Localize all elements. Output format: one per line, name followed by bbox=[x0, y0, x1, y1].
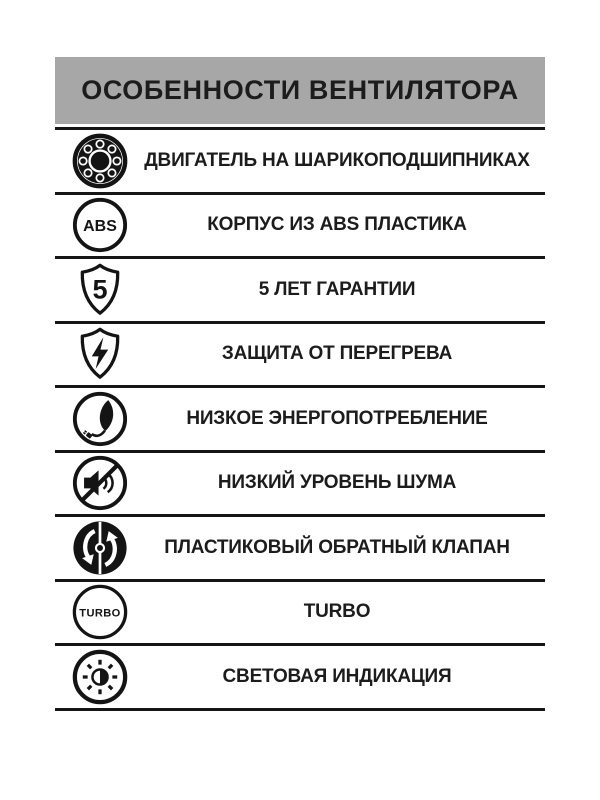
feature-row-bearing bbox=[55, 127, 545, 192]
abs-icon-text: ABS bbox=[83, 218, 117, 236]
warranty-shield-icon bbox=[71, 261, 129, 319]
feature-row-valve bbox=[55, 514, 545, 579]
low-noise-icon bbox=[71, 454, 129, 512]
feature-label: СВЕТОВАЯ ИНДИКАЦИЯ bbox=[222, 665, 452, 687]
feature-label: ПЛАСТИКОВЫЙ ОБРАТНЫЙ КЛАПАН bbox=[164, 536, 510, 558]
feature-label: ДВИГАТЕЛЬ НА ШАРИКОПОДШИПНИКАХ bbox=[144, 149, 530, 171]
ball-bearing-icon bbox=[71, 132, 129, 190]
feature-sheet bbox=[55, 57, 545, 711]
feature-label: ЗАЩИТА ОТ ПЕРЕГРЕВА bbox=[221, 343, 453, 365]
turbo-icon-text: TURBO bbox=[79, 607, 121, 620]
check-valve-icon bbox=[71, 519, 129, 577]
abs-plastic-icon bbox=[71, 196, 129, 254]
overheat-protection-icon bbox=[71, 325, 129, 383]
feature-row-turbo bbox=[55, 579, 545, 644]
feature-row-overheat bbox=[55, 321, 545, 386]
feature-row-light bbox=[55, 643, 545, 708]
turbo-icon bbox=[71, 583, 129, 641]
feature-list bbox=[55, 127, 545, 711]
feature-label: НИЗКИЙ УРОВЕНЬ ШУМА bbox=[217, 472, 457, 494]
feature-row-noise bbox=[55, 450, 545, 515]
feature-label: КОРПУС ИЗ ABS ПЛАСТИКА bbox=[207, 214, 467, 236]
light-indication-icon bbox=[71, 648, 129, 706]
warranty-icon-text: 5 bbox=[92, 274, 108, 305]
low-energy-icon bbox=[71, 390, 129, 448]
feature-label: 5 ЛЕТ ГАРАНТИИ bbox=[258, 278, 416, 300]
feature-label: TURBO bbox=[303, 601, 371, 623]
feature-row-energy bbox=[55, 385, 545, 450]
feature-row-abs bbox=[55, 192, 545, 257]
feature-label: НИЗКОЕ ЭНЕРГОПОТРЕБЛЕНИЕ bbox=[186, 407, 488, 429]
page-title: ОСОБЕННОСТИ ВЕНТИЛЯТОРА bbox=[55, 57, 545, 124]
feature-row-warranty bbox=[55, 256, 545, 321]
